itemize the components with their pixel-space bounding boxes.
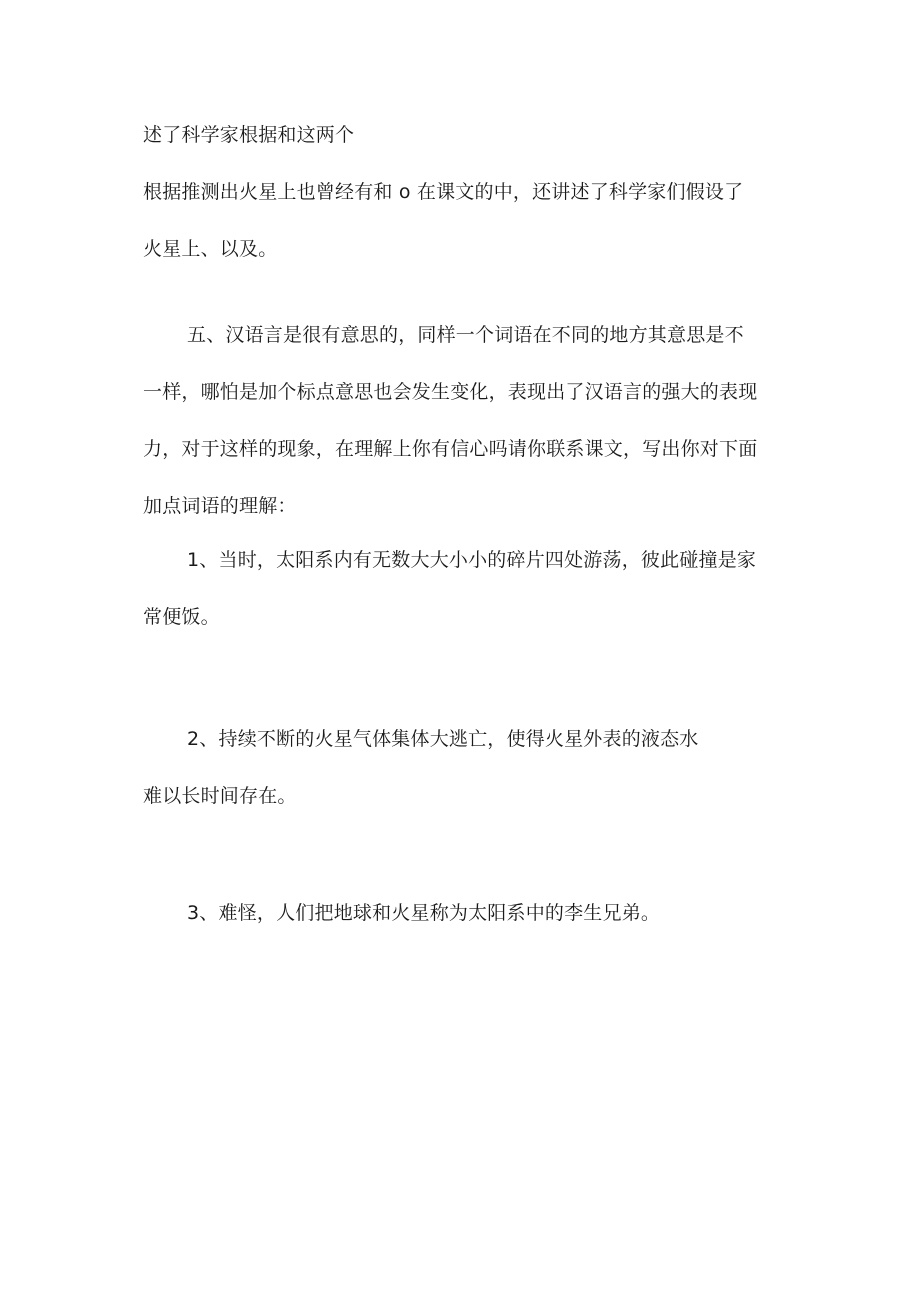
text-line-1: 述了科学家根据和这两个: [143, 124, 355, 146]
question-1: 1、当时，太阳系内有无数大大小小的碎片四处游荡，彼此碰撞是家: [187, 549, 757, 571]
text-line-5: 一样，哪怕是加个标点意思也会发生变化，表现出了汉语言的强大的表现: [143, 381, 758, 403]
text-line-2: 根据推测出火星上也曾经有和 o 在课文的中，还讲述了科学家们假设了: [143, 181, 744, 203]
question-3: 3、难怪，人们把地球和火星称为太阳系中的李生兄弟。: [187, 902, 661, 924]
text-line-6: 力，对于这样的现象，在理解上你有信心吗请你联系课文，写出你对下面: [143, 438, 758, 460]
question-1-continued: 常便饭。: [143, 606, 220, 628]
question-2-continued: 难以长时间存在。: [143, 785, 297, 807]
text-line-7: 加点词语的理解：: [143, 495, 297, 517]
section-five-heading: 五、汉语言是很有意思的，同样一个词语在不同的地方其意思是不: [187, 324, 744, 346]
text-line-3: 火星上、以及。: [143, 238, 278, 260]
question-2: 2、持续不断的火星气体集体大逃亡，使得火星外表的液态水: [187, 728, 699, 750]
